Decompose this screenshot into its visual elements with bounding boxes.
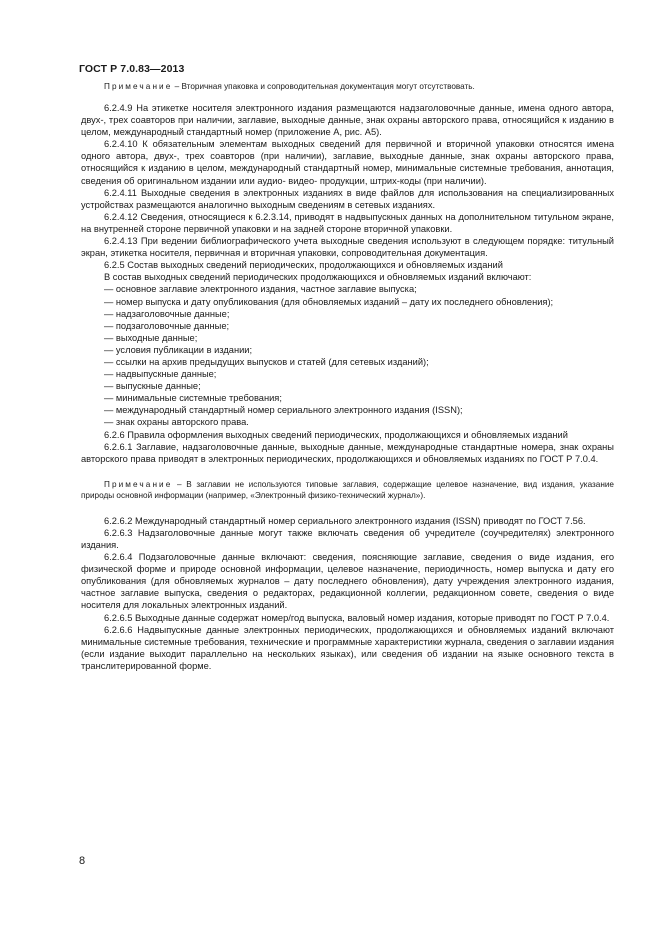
list-item: — надвыпускные данные;: [104, 369, 217, 380]
note: [81, 81, 614, 92]
note-label: Примечание: [104, 479, 173, 489]
paragraph-6-2-6-4: 6.2.6.4 Подзаголовочные данные включают: сведения, поясняющие заглавие, сведения о виде издания, его физической форме и природе основной информации, целевое назначение, периодичность, номер выпуска и дату его опубликования (для обновляемых журналов – дату последнего обновления), дату учреждения электронного издания, частное заглавие выпуска, сведения о редакторах, редакционной коллегии, редакционном совете, сведения о виде носителя для локальных электронных изданий.: [81, 552, 614, 611]
list-item: — выпускные данные;: [104, 381, 201, 392]
list-item: — выходные данные;: [104, 332, 198, 343]
note-text: – Вторичная упаковка и сопроводительная документация могут отсутствовать.: [172, 82, 475, 91]
page-number: 8: [79, 855, 86, 867]
paragraph-6-2-5: 6.2.5 Состав выходных сведений периодических, продолжающихся и обновляемых изданий: [104, 260, 503, 271]
paragraph-6-2-4-13: 6.2.4.13 При ведении библиографического учета выходные сведения используют в следующем порядке: титульный экран, этикетка носителя, первичная и вторичная упаковки, сопроводительная документация.: [81, 236, 614, 259]
note-text: – В заглавии не используются типовые заглавия, содержащие целевое назначение, вид издания, указание природы основной информации (например, «Электронный физико-технический журнал»).: [81, 479, 614, 500]
list-item: — ссылки на архив предыдущих выпусков и статей (для сетевых изданий);: [104, 356, 429, 367]
standard-header: ГОСТ Р 7.0.83—2013: [79, 63, 185, 75]
note: [81, 479, 614, 501]
page-body: [81, 81, 614, 672]
list-item: — знак охраны авторского права.: [104, 417, 249, 428]
list-item: — основное заглавие электронного издания, частное заглавие выпуска;: [104, 284, 417, 295]
paragraph-6-2-6-6: 6.2.6.6 Надвыпускные данные электронных периодических, продолжающихся и обновляемых изданий включают минимальные системные требования, технические и программные характеристики журнала, сведения о заглавии издания (если издание выходит параллельно на нескольких языках), или сведения об издании на языке основного текста в транслитерированной форме.: [81, 624, 614, 671]
paragraph-6-2-4-10: 6.2.4.10 К обязательным элементам выходных сведений для первичной и вторичной упаковки относятся имена одного автора, двух-, трех соавторов (при наличии), заглавие, выходные данные, знак охраны авторского права, относящийся к изданию в целом, международный стандартный номер, минимальные системные требования, аннотация, сведения об оригинальном издании или аудио- видео- продукции, штрих-коды (при наличии).: [81, 139, 614, 186]
list-item: — международный стандартный номер сериального электронного издания (ISSN);: [104, 405, 463, 416]
paragraph-6-2-4-9: 6.2.4.9 На этикетке носителя электронного издания размещаются надзаголовочные данные, имена одного автора, двух-, трех соавторов при наличии, заглавие, выходные данные, знак охраны авторского права, относящийся к изданию в целом, международный стандартный номер (приложение А, рис. А5).: [81, 103, 614, 138]
paragraph-6-2-6-3: 6.2.6.3 Надзаголовочные данные могут также включать сведения об учредителе (соучредителях) электронного издания.: [81, 527, 614, 550]
paragraph-6-2-5-intro: В состав выходных сведений периодических продолжающихся и обновляемых изданий включают:: [104, 272, 532, 283]
list-item: — минимальные системные требования;: [104, 393, 282, 404]
paragraph-6-2-6: 6.2.6 Правила оформления выходных сведений периодических, продолжающихся и обновляемых изданий: [104, 429, 568, 440]
paragraph-6-2-6-5: 6.2.6.5 Выходные данные содержат номер/год выпуска, валовый номер издания, которые приводят по ГОСТ Р 7.0.4.: [104, 612, 610, 623]
list-item: — подзаголовочные данные;: [104, 320, 230, 331]
paragraph-6-2-4-12: 6.2.4.12 Сведения, относящиеся к 6.2.3.14, приводят в надвыпускных данных на дополнительном титульном экране, на внутренней стороне первичной упаковки и на задней стороне вторичной упаковки.: [81, 211, 614, 234]
note-label: Примечание: [104, 82, 173, 91]
list-item: — надзаголовочные данные;: [104, 308, 230, 319]
paragraph-6-2-4-11: 6.2.4.11 Выходные сведения в электронных изданиях в виде файлов для использования на специализированных устройствах размещаются аналогично выходным сведениям в сетевых изданиях.: [81, 187, 614, 210]
list-item: — номер выпуска и дату опубликования (для обновляемых изданий – дату их последнего обновления);: [104, 296, 554, 307]
paragraph-6-2-6-1: 6.2.6.1 Заглавие, надзаголовочные данные, выходные данные, международные стандартные номера, знак охраны авторского права приводят в электронных периодических, продолжающихся и обновляемых изданиях по ГОСТ Р 7.0.4.: [81, 441, 614, 464]
paragraph-6-2-6-2: 6.2.6.2 Международный стандартный номер сериального электронного издания (ISSN) приводят по ГОСТ 7.56.: [104, 515, 586, 526]
list-item: — условия публикации в издании;: [104, 344, 253, 355]
